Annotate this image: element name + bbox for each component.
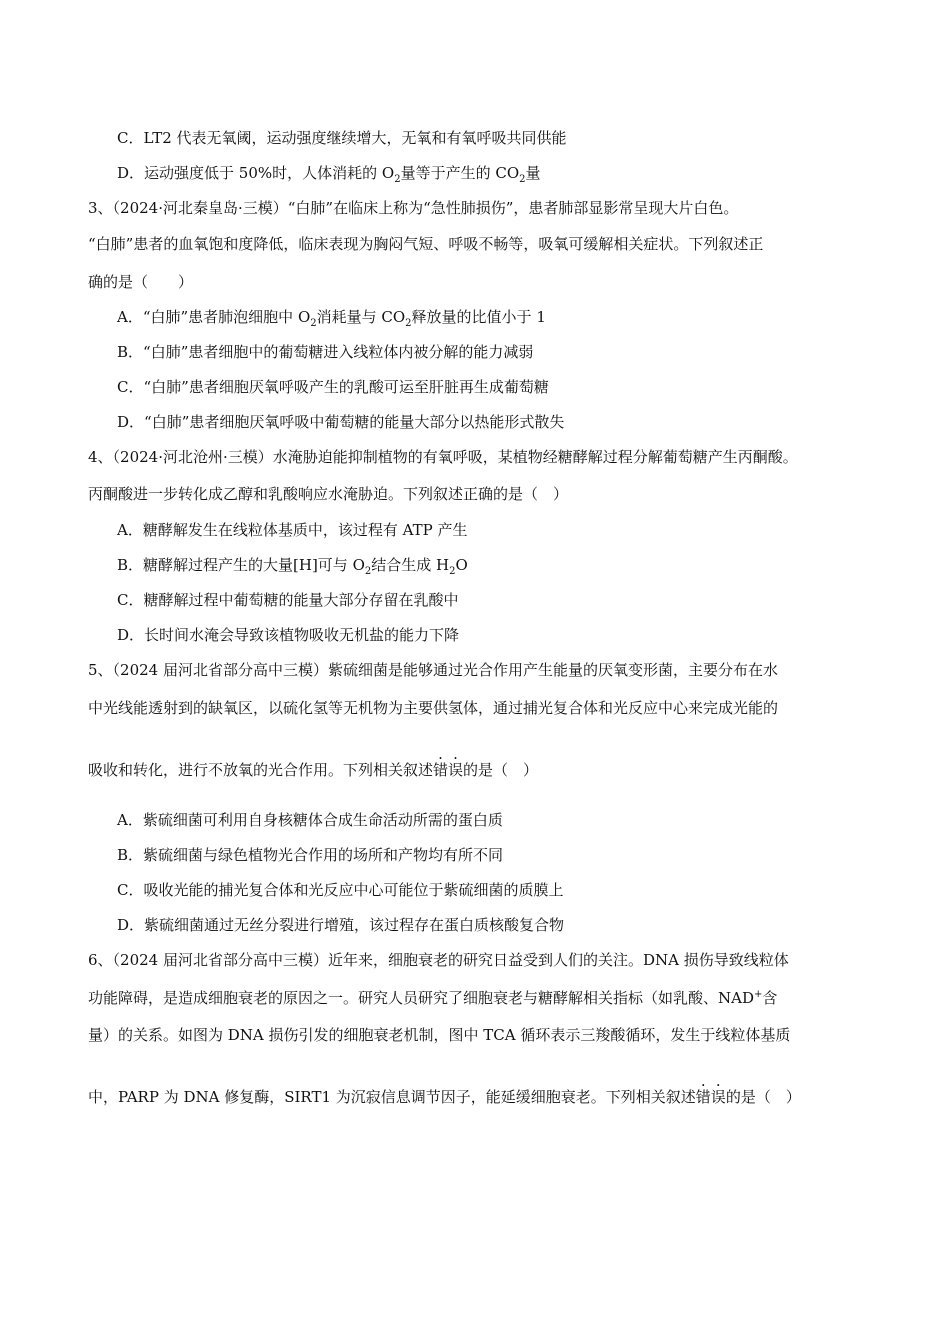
q5-stem-line-3: 吸收和转化，进行不放氧的光合作用。下列相关叙述错误的是（ ） [88,761,539,779]
q3-option-d: D．“白肺”患者细胞厌氧呼吸中葡萄糖的能量大部分以热能形式散失 [117,413,565,431]
q6-stem-line-4: 中，PARP 为 DNA 修复酶，SIRT1 为沉寂信息调节因子，能延缓细胞衰老。下列相关叙述错误的是（ ） [88,1088,801,1106]
q3-stem-line-1: 3、（2024·河北秦皇岛·三模）“白肺”在临床上称为“急性肺损伤”，患者肺部显影常呈现大片白色。 [88,199,739,217]
q5-stem-line-2: 中光线能透射到的缺氧区，以硫化氢等无机物为主要供氢体，通过捕光复合体和光反应中心来完成光能的 [88,699,779,717]
q4-option-d: D．长时间水淹会导致该植物吸收无机盐的能力下降 [117,626,460,644]
q4-stem-line-2: 丙酮酸进一步转化成乙醇和乳酸响应水淹胁迫。下列叙述正确的是（ ） [88,485,569,503]
emphasis-dot-char: 错 [695,1088,711,1106]
q6-stem-line-3: 量）的关系。如图为 DNA 损伤引发的细胞衰老机制，图中 TCA 循环表示三羧酸循环，发生于线粒体基质 [88,1026,791,1044]
q3-option-b: B．“白肺”患者细胞中的葡萄糖进入线粒体内被分解的能力减弱 [117,343,534,361]
q4-option-a: A．糖酵解发生在线粒体基质中，该过程有 ATP 产生 [117,521,468,539]
q5-option-b: B．紫硫细菌与绿色植物光合作用的场所和产物均有所不同 [117,846,504,864]
q6-stem-line-1: 6、（2024 届河北省部分高中三模）近年来，细胞衰老的研究日益受到人们的关注。DNA 损伤导致线粒体 [88,951,789,969]
q2-option-d: D．运动强度低于 50%时，人体消耗的 $O_2$量等于产生的 $CO_2$量 [117,164,541,185]
q5-stem-line-1: 5、（2024 届河北省部分高中三模）紫硫细菌是能够通过光合作用产生能量的厌氧变形菌，主要分布在水 [88,661,778,679]
q4-option-b: B．糖酵解过程产生的大量[H]可与 $O_2$结合生成 $H_2O$ [117,556,468,577]
emphasis-dot-char: 误 [448,761,464,779]
emphasis-dot-char: 错 [433,761,449,779]
q4-stem-line-1: 4、（2024·河北沧州·三模）水淹胁迫能抑制植物的有氧呼吸，某植物经糖酵解过程分解葡萄糖产生丙酮酸。 [88,448,798,466]
q3-stem-line-2: “白肺”患者的血氧饱和度降低，临床表现为胸闷气短、呼吸不畅等，吸氧可缓解相关症状。下列叙述正 [88,235,764,253]
emphasis-dot-char: 误 [710,1088,726,1106]
q5-option-a: A．紫硫细菌可利用自身核糖体合成生命活动所需的蛋白质 [117,811,503,829]
q4-option-c: C．糖酵解过程中葡萄糖的能量大部分存留在乳酸中 [117,591,459,609]
q3-option-a: A．“白肺”患者肺泡细胞中 $O_2$消耗量与 $CO_2$释放量的比值小于 1 [117,308,546,329]
q3-stem-line-3: 确的是（ ） [88,273,194,291]
q5-option-c: C．吸收光能的捕光复合体和光反应中心可能位于紫硫细菌的质膜上 [117,881,564,899]
q5-option-d: D．紫硫细菌通过无丝分裂进行增殖，该过程存在蛋白质核酸复合物 [117,916,565,934]
q2-option-c: C．LT2 代表无氧阈，运动强度继续增大，无氧和有氧呼吸共同供能 [117,129,567,147]
q6-stem-line-2: 功能障碍，是造成细胞衰老的原因之一。研究人员研究了细胞衰老与糖酵解相关指标（如乳酸、NAD+含 [88,989,778,1007]
q3-option-c: C．“白肺”患者细胞厌氧呼吸产生的乳酸可运至肝脏再生成葡萄糖 [117,378,549,396]
